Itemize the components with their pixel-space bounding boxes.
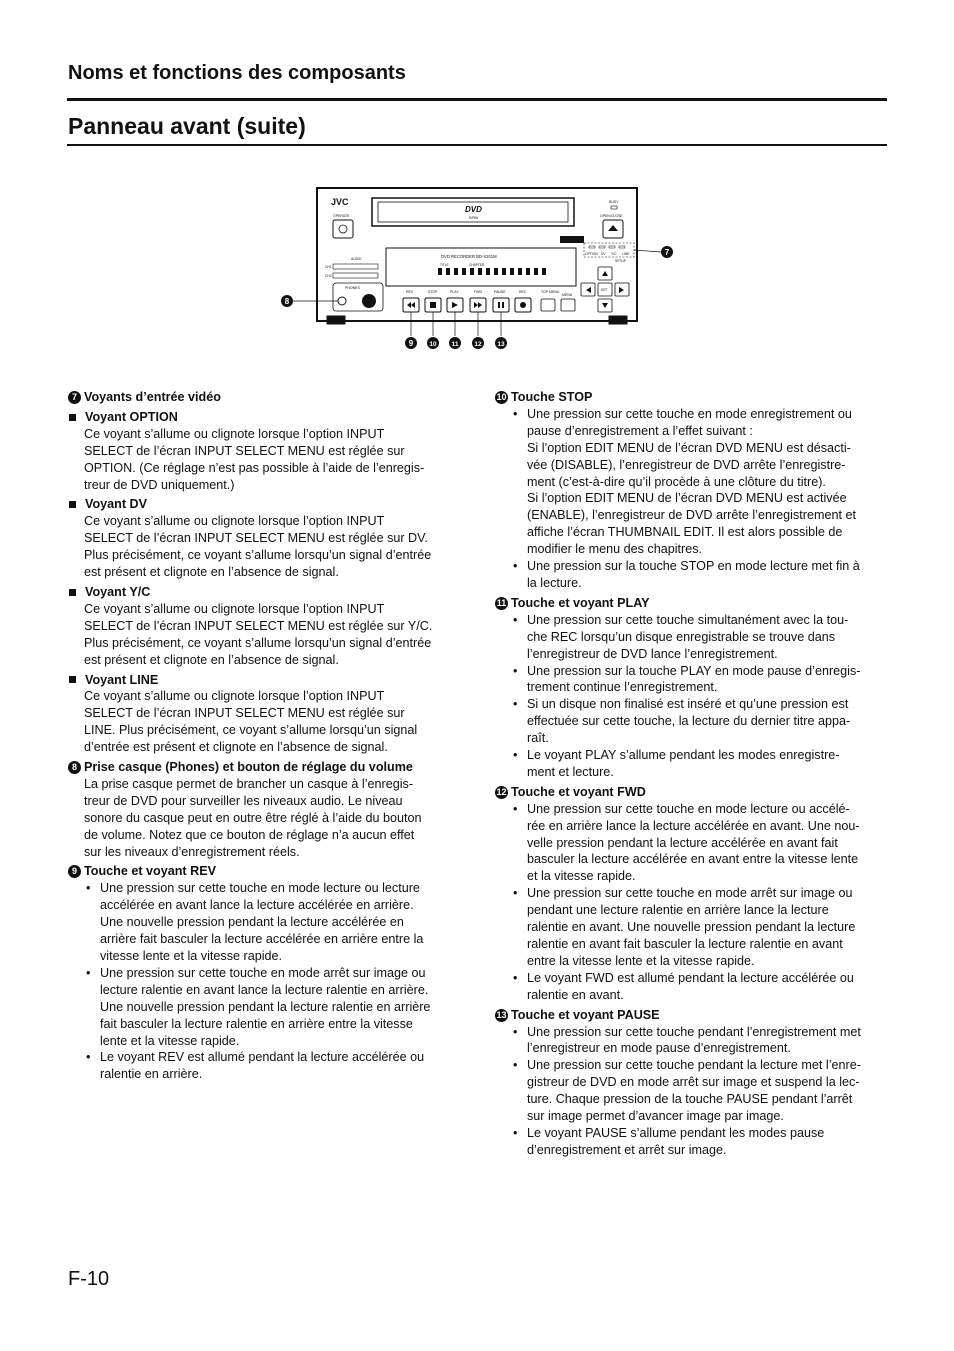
- section-number: 9: [68, 865, 81, 878]
- svg-text:11: 11: [451, 341, 459, 348]
- bullet-item: • Le voyant REV est allumé pendant la lecture accélérée ou ralentie en arrière.: [68, 1049, 460, 1083]
- page-title: Panneau avant (suite): [68, 113, 306, 139]
- svg-text:13: 13: [497, 341, 505, 348]
- section-title: Touche et voyant REV: [84, 864, 217, 879]
- device-foot-left: [327, 316, 345, 324]
- ch2-label: CH2: [325, 274, 332, 278]
- callout-12: [472, 337, 484, 349]
- section-9-heading: [68, 863, 460, 880]
- callout-7: [661, 246, 673, 258]
- svg-text:7: 7: [664, 248, 670, 257]
- subsection-heading: Voyant OPTION: [68, 409, 460, 426]
- input-label-line: LINE: [622, 252, 630, 256]
- bullet-item: • Une pression sur cette touche en mode arrêt sur image ou lecture ralentie en avant lance la lecture ralentie en arrière. Une nouvelle pression pendant la lecture ralentie en arrière fait basculer la lecture ralentie en arrière entre la vitesse lente et la vitesse rapide.: [68, 965, 460, 1050]
- svg-text:12: 12: [474, 341, 482, 348]
- section-7-heading: [68, 389, 460, 406]
- set-label: SET: [601, 288, 608, 292]
- bullet-item: • Le voyant PAUSE s’allume pendant les modes pause d’enregistrement et arrêt sur image.: [495, 1125, 887, 1159]
- section-10-heading: [495, 389, 887, 406]
- input-label-option: OPTION: [585, 252, 598, 256]
- subsection-heading: Voyant DV: [68, 496, 460, 513]
- operate-label: OPERATE: [333, 214, 350, 218]
- paragraph: Ce voyant s’allume ou clignote lorsque l’option INPUT SELECT de l’écran INPUT SELECT MENU est réglée sur LINE. Plus précisément, ce voyant s’allume lorsqu’un signal d’entrée est présent et clignote en l’absence de signal.: [84, 689, 418, 755]
- input-label-dv: DV: [601, 252, 606, 256]
- bullet-item: • Une pression sur cette touche pendant l’enregistrement met l’enregistreur en mode pause d’enregistrement.: [495, 1024, 887, 1058]
- section-header: Noms et fonctions des composants: [68, 62, 406, 84]
- transport-label-rec: REC: [519, 290, 527, 294]
- section-13-heading: [495, 1007, 887, 1024]
- section-number: 10: [496, 392, 507, 402]
- bullet-item: • Une pression sur cette touche simultanément avec la tou- che REC lorsqu’un disque enregistrable se trouve dans l’enregistreur de DVD lance l’enregistrement.: [495, 612, 887, 663]
- transport-label-play: PLAY: [450, 290, 459, 294]
- transport-label-menu: MENU: [562, 293, 573, 297]
- section-number: 12: [496, 786, 507, 797]
- bullet-item: • Une pression sur cette touche pendant la lecture met l’enre- gistreur de DVD en mode arrêt sur image et suspend la lec- ture. Chaque pression de la touche PAUSE pendant l’arrêt sur image permet d’avancer image par image.: [495, 1057, 887, 1125]
- brand-logo: JVC: [331, 197, 349, 207]
- transport-label-fwd: FWD: [474, 290, 482, 294]
- transport-label-pause: PAUSE: [494, 290, 506, 294]
- callout-9: [405, 337, 417, 349]
- paragraph: La prise casque permet de brancher un casque à l’enregis- treur de DVD pour surveiller les niveaux audio. Le niveau sonore du casque peut en outre être réglé à l’aide du bouton de volume. Notez que ce bouton de réglage n’a aucun effet sur les niveaux d’enregistrement réels.: [84, 776, 422, 859]
- transport-label-rev: REV: [406, 290, 414, 294]
- section-8-heading: [68, 759, 460, 776]
- title-rule: [67, 144, 887, 146]
- bullet-item: • Une pression sur cette touche en mode enregistrement ou pause d’enregistrement a l’effet suivant :: [495, 406, 887, 440]
- square-bullet-icon: [69, 501, 76, 508]
- title-label: TITLE: [440, 263, 449, 267]
- section-number: 11: [496, 597, 507, 608]
- section-title: Touche STOP: [511, 390, 593, 404]
- section-title: Touche et voyant FWD: [511, 784, 646, 799]
- dvd-logo: DVD: [465, 205, 482, 214]
- bullet-item: • Une pression sur cette touche en mode arrêt sur image ou pendant une lecture ralentie en arrière lance la lecture ralentie en avant. Une nouvelle pression pendant la lecture ralentie en avant fait basculer la lecture ralentie en avant entre la vitesse lente et la vitesse rapide.: [495, 885, 887, 970]
- front-panel-illustration: [275, 180, 695, 355]
- section-11-heading: [495, 595, 887, 612]
- device-foot-right: [609, 316, 627, 324]
- setup-label: SETUP: [615, 259, 626, 263]
- svg-text:9: 9: [408, 339, 414, 348]
- openclose-label: OPEN/CLOSE: [600, 214, 623, 218]
- bullet-item: • Une pression sur la touche STOP en mode lecture met fin à la lecture.: [495, 558, 887, 592]
- square-bullet-icon: [69, 414, 76, 421]
- bullet-item: • Une pression sur la touche PLAY en mode pause d’enregis- trement continue l’enregistrement.: [495, 663, 887, 697]
- page-number: F-10: [68, 1268, 110, 1290]
- paragraph: Ce voyant s’allume ou clignote lorsque l’option INPUT SELECT de l’écran INPUT SELECT MENU est réglée sur Y/C. Plus précisément, ce voyant s’allume lorsqu’un signal d’entrée est présent et clignote en l’absence de signal.: [84, 601, 433, 667]
- section-number: 13: [496, 1009, 507, 1020]
- stop-icon: [430, 302, 436, 308]
- phones-label: PHONES: [345, 286, 360, 290]
- section-12-heading: [495, 784, 887, 801]
- input-label-yc: Y/C: [611, 252, 617, 256]
- pause-icon-bar-right: [502, 302, 504, 308]
- model-label: DVD RECORDER BD-X201M: [441, 254, 497, 259]
- left-column: [68, 386, 460, 1083]
- svg-text:10: 10: [429, 341, 437, 348]
- bullet-item: • Le voyant FWD est allumé pendant la lecture accélérée ou ralentie en avant.: [495, 970, 887, 1004]
- bullet-item: • Si un disque non finalisé est inséré et qu’une pression est effectuée sur cette touche, la lecture du dernier titre appa- raît.: [495, 696, 887, 747]
- right-column: [495, 386, 887, 1159]
- audio-label: AUDIO: [351, 257, 362, 261]
- bullet-continuation: Si l’option EDIT MENU de l’écran DVD MENU est désacti- vée (DISABLE), l’enregistreur de DVD arrête l’enregistre- ment (c’est-à-dire qu’il procède à une clôture du titre). Si l’option EDIT MENU de l’écran DVD MENU est activée (ENABLE), l’enregistreur de DVD arrête l’enregistrement et affiche l’écran THUMBNAIL EDIT. Il est alors possible de modifier le menu des chapitres.: [527, 440, 856, 557]
- square-bullet-icon: [69, 589, 76, 596]
- subsection-heading: Voyant Y/C: [68, 584, 460, 601]
- bullet-item: • Le voyant PLAY s’allume pendant les modes enregistre- ment et lecture.: [495, 747, 887, 781]
- transport-label-stop: STOP: [428, 290, 438, 294]
- section-title: Prise casque (Phones) et bouton de réglage du volume: [84, 760, 413, 775]
- callout-13: [495, 337, 507, 349]
- section-title: Touche et voyant PLAY: [511, 595, 650, 610]
- square-bullet-icon: [69, 676, 76, 683]
- callout-10: [427, 337, 439, 349]
- section-title: Touche et voyant PAUSE: [511, 1007, 660, 1022]
- transport-label-top-menu: TOP MENU: [541, 290, 560, 294]
- volume-knob: [362, 294, 376, 308]
- callout-11: [449, 337, 461, 349]
- section-title: Voyants d’entrée vidéo: [84, 390, 221, 404]
- pause-icon-bar-left: [498, 302, 500, 308]
- chapter-label: CHAPTER: [469, 263, 485, 267]
- callout-8: [281, 295, 293, 307]
- section-number: 7: [68, 391, 81, 404]
- rec-icon: [520, 302, 526, 308]
- busy-label: BUSY: [609, 200, 619, 204]
- bullet-item: • Une pression sur cette touche en mode lecture ou accélé- rée en arrière lance la lecture accélérée en avant. Une nou- velle pression pendant la lecture accélérée en avant fait basculer la lecture accélérée en avant entre la vitesse lente et la vitesse rapide.: [495, 801, 887, 886]
- subsection-heading: Voyant LINE: [68, 672, 460, 689]
- svg-text:8: 8: [284, 297, 290, 306]
- ch1-label: CH1: [325, 265, 332, 269]
- paragraph: Ce voyant s’allume ou clignote lorsque l’option INPUT SELECT de l’écran INPUT SELECT MENU est réglée sur OPTION. (Ce réglage n’est pas possible à l’aide de l’enregis- treur de DVD uniquement.): [84, 426, 425, 492]
- bullet-item: • Une pression sur cette touche en mode lecture ou lecture accélérée en avant lance la lecture accélérée en arrière. Une nouvelle pression pendant la lecture accélérée en arrière fait basculer la lecture accélérée en arrière entre la vitesse lente et la vitesse rapide.: [68, 880, 460, 965]
- header-rule: [67, 98, 887, 101]
- dvd-sub: R/RW: [469, 216, 479, 220]
- paragraph: Ce voyant s’allume ou clignote lorsque l’option INPUT SELECT de l’écran INPUT SELECT MENU est réglée sur DV. Plus précisément, ce voyant s’allume lorsqu’un signal d’entrée est présent et clignote en l’absence de signal.: [84, 514, 432, 580]
- section-number: 8: [68, 761, 81, 774]
- logo-badge: [560, 236, 584, 243]
